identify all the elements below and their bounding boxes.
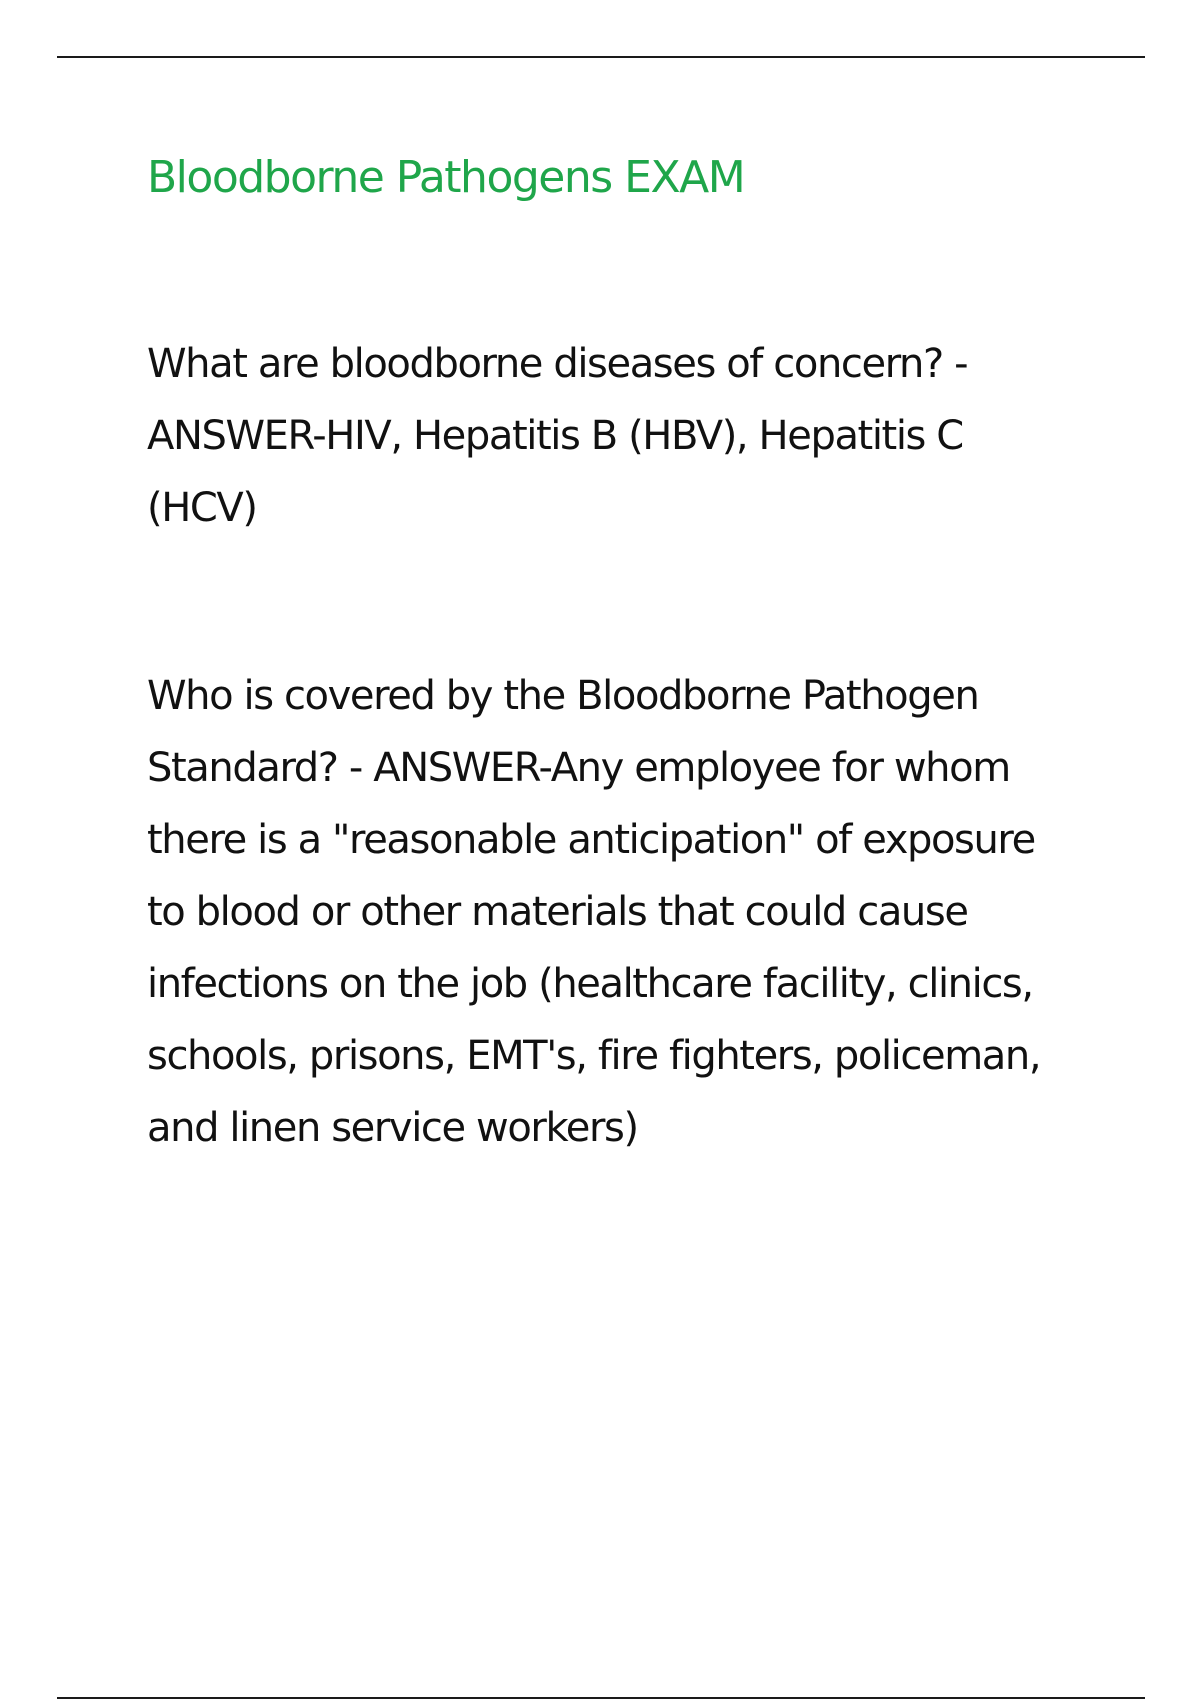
document-title: Bloodborne Pathogens EXAM xyxy=(147,152,745,203)
question-answer-2: Who is covered by the Bloodborne Pathogen Standard? - ANSWER-Any employee for whom there is a "reasonable anticipation" of exposure to blood or other materials that could cause infections on the job (healthcare facility, clinics, schools, prisons, EMT's, fire fighters, policeman, and linen service workers) xyxy=(147,673,1041,1151)
bottom-page-rule xyxy=(57,1697,1145,1699)
top-page-rule xyxy=(57,56,1145,58)
question-answer-1: What are bloodborne diseases of concern? - ANSWER-HIV, Hepatitis B (HBV), Hepatitis C (HCV) xyxy=(147,341,968,531)
